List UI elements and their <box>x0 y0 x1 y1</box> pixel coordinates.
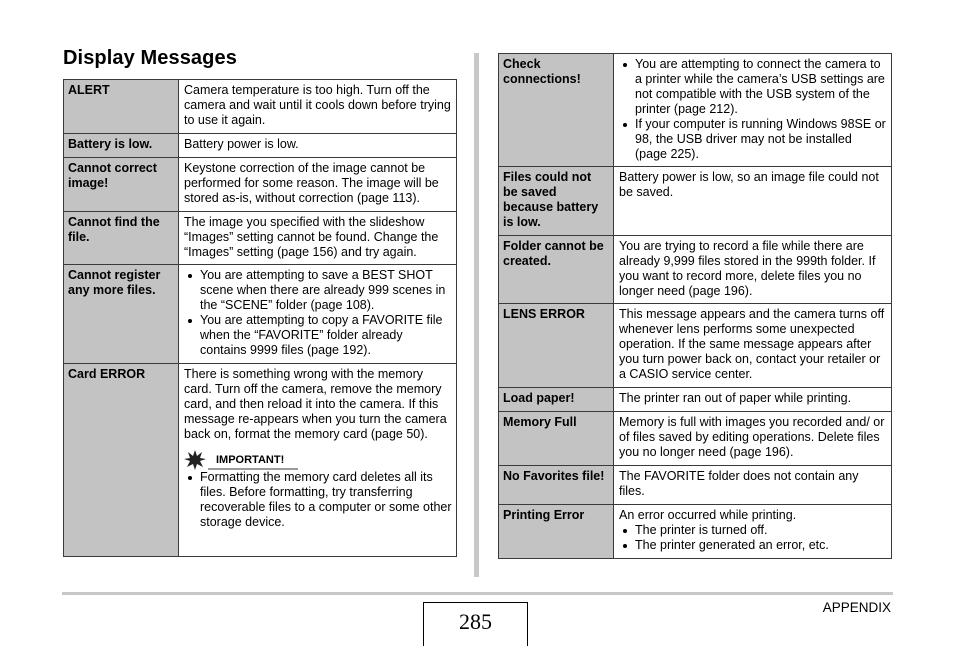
table-row <box>64 265 457 364</box>
message-name: Battery is low. <box>64 134 179 158</box>
message-description: Battery power is low. <box>179 134 457 158</box>
table-row <box>499 236 892 304</box>
message-description: Keystone correction of the image cannot be performed for some reason. The image will be stored as-is, without correction (page 113). <box>179 158 457 212</box>
table-row <box>64 364 457 557</box>
table-row <box>499 505 892 559</box>
message-name: Load paper! <box>499 388 614 412</box>
message-description: The image you specified with the slideshow “Images” setting cannot be found. Change the “Images” setting (page 156) and try again. <box>179 212 457 265</box>
table-row <box>499 412 892 466</box>
important-note <box>184 451 452 470</box>
message-name: LENS ERROR <box>499 304 614 388</box>
message-name: Cannot find the file. <box>64 212 179 265</box>
important-burst-icon <box>184 450 206 470</box>
table-row <box>64 80 457 134</box>
page-number: 285 <box>459 609 492 634</box>
message-description: Camera temperature is too high. Turn off the camera and wait until it cools down before trying to use it again. <box>179 80 457 134</box>
description-text: An error occurred while printing. <box>619 508 797 522</box>
list-item: You are attempting to copy a FAVORITE file when the “FAVORITE” folder already contains 9999 files (page 192). <box>200 313 452 358</box>
message-description <box>179 364 457 557</box>
message-description <box>179 265 457 364</box>
message-name: Files could not be saved because battery is low. <box>499 167 614 236</box>
messages-table-left <box>63 79 457 557</box>
bullet-list <box>619 57 887 162</box>
message-description: Battery power is low, so an image file could not be saved. <box>614 167 892 236</box>
section-label: APPENDIX <box>822 600 891 615</box>
list-item: You are attempting to save a BEST SHOT scene when there are already 999 scenes in the “SCENE” folder (page 108). <box>200 268 452 313</box>
message-description <box>614 505 892 559</box>
message-description: This message appears and the camera turns off whenever lens performs some unexpected operation. If the same message appears after you turn power back on, contact your retailer or a CASIO service center. <box>614 304 892 388</box>
bullet-list <box>619 523 887 553</box>
table-row <box>499 54 892 167</box>
message-name: ALERT <box>64 80 179 134</box>
footer-divider <box>62 592 893 595</box>
message-name: Card ERROR <box>64 364 179 557</box>
message-name: Folder cannot be created. <box>499 236 614 304</box>
message-description: The printer ran out of paper while printing. <box>614 388 892 412</box>
table-row <box>64 134 457 158</box>
list-item: You are attempting to connect the camera to a printer while the camera’s USB settings are not compatible with the USB system of the printer (page 212). <box>635 57 887 117</box>
bullet-list <box>184 268 452 358</box>
message-description <box>614 54 892 167</box>
table-row <box>499 466 892 505</box>
table-row <box>64 212 457 265</box>
column-divider <box>474 53 479 577</box>
important-label: IMPORTANT! <box>216 454 285 466</box>
message-description: Memory is full with images you recorded and/ or of files saved by editing operations. Delete files you no longer need (page 196). <box>614 412 892 466</box>
message-name: Check connections! <box>499 54 614 167</box>
list-item: The printer is turned off. <box>635 523 887 538</box>
page-number-box <box>423 602 528 646</box>
message-description: You are trying to record a file while there are already 9,999 files stored in the 999th folder. If you want to record more, delete files you no longer need (page 196). <box>614 236 892 304</box>
bullet-list <box>184 470 452 530</box>
table-row <box>499 167 892 236</box>
message-description: The FAVORITE folder does not contain any files. <box>614 466 892 505</box>
description-text: There is something wrong with the memory card. Turn off the camera, remove the memory card, and then reload it into the camera. If this message re-appears when you turn the camera back on, format the memory card (page 50). <box>184 367 447 441</box>
list-item: Formatting the memory card deletes all its files. Before formatting, try transferring recoverable files to a computer or some other storage device. <box>200 470 452 529</box>
message-name: Printing Error <box>499 505 614 559</box>
list-item: The printer generated an error, etc. <box>635 538 887 553</box>
table-row <box>64 158 457 212</box>
table-row <box>499 388 892 412</box>
message-name: Cannot register any more files. <box>64 265 179 364</box>
table-row <box>499 304 892 388</box>
list-item: If your computer is running Windows 98SE or 98, the USB driver may not be installed (page 225). <box>635 117 886 161</box>
message-name: Memory Full <box>499 412 614 466</box>
messages-table-right <box>498 53 892 559</box>
message-name: Cannot correct image! <box>64 158 179 212</box>
page-title: Display Messages <box>63 47 237 69</box>
message-name: No Favorites file! <box>499 466 614 505</box>
